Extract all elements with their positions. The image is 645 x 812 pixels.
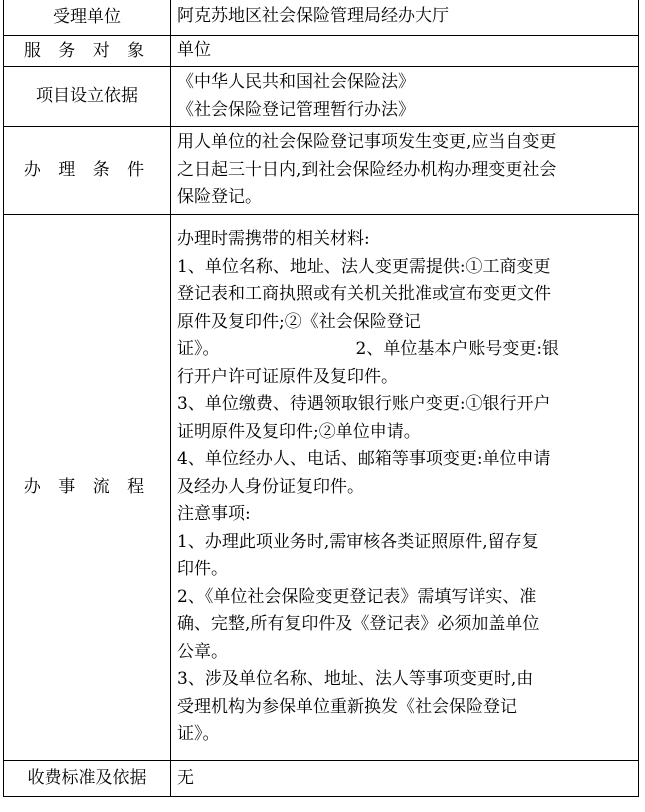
row-value [171, 36, 639, 67]
row-label: 受理单位 [4, 0, 171, 36]
table-row-conditions [4, 127, 639, 215]
value-line: 3、涉及单位名称、地址、法人等事项变更时,由 [177, 669, 534, 690]
row-value [171, 0, 639, 36]
value-line: 保险登记。 [177, 187, 262, 208]
row-value [171, 127, 639, 215]
value-line: 单位 [177, 40, 211, 61]
value-line: 印件。 [177, 559, 228, 580]
row-label [4, 127, 171, 215]
row-label-text: 办 事 流 程 [23, 477, 151, 497]
value-line: 确、完整,所有复印件及《登记表》必须加盖单位 [177, 614, 540, 635]
row-value [171, 67, 639, 127]
row-label: 项目设立依据 [4, 67, 171, 127]
row-value [171, 215, 639, 761]
value-line: 证》。 [177, 339, 220, 360]
table-row-accepting-unit [4, 0, 639, 36]
row-label-text: 服 务 对 象 [23, 40, 151, 61]
value-line: 1、单位名称、地址、法人变更需提供:①工商变更 [177, 256, 551, 277]
value-line: 原件及复印件;②《社会保险登记 [177, 311, 421, 332]
table-row-fee-basis [4, 761, 639, 797]
value-line: 公章。 [177, 641, 228, 662]
service-info-table [3, 0, 639, 797]
value-line: 2、《单位社会保险变更登记表》需填写详实、准 [177, 586, 537, 607]
value-line: 1、办理此项业务时,需审核各类证照原件,留存复 [177, 531, 539, 552]
value-line: 《中华人民共和国社会保险法》 [177, 72, 415, 92]
value-line: 3、单位缴费、待遇领取银行账户变更:①银行开户 [177, 394, 551, 415]
value-line: 《社会保险登记管理暂行办法》 [177, 99, 415, 120]
value-line: 4、单位经办人、电话、邮箱等事项变更:单位申请 [177, 449, 551, 470]
value-line: 及经办人身份证复印件。 [177, 476, 364, 497]
row-value [171, 761, 639, 797]
value-line: 注意事项: [177, 504, 251, 525]
row-label-text: 办 理 条 件 [23, 160, 151, 180]
value-line: 登记表和工商执照或有关机关批准或宣布变更文件 [177, 284, 551, 305]
row-label [4, 36, 171, 67]
value-line: 证》。 [177, 724, 220, 745]
value-line: 受理机构为参保单位重新换发《社会保险登记 [177, 696, 517, 717]
value-line: 阿克苏地区社会保险管理局经办大厅 [177, 6, 449, 27]
row-label [4, 215, 171, 761]
table-row-legal-basis [4, 67, 639, 127]
value-line: 证明原件及复印件;②单位申请。 [177, 421, 421, 442]
value-line: 2、单位基本户账号变更:银 [355, 339, 560, 360]
row-label: 收费标准及依据 [4, 761, 171, 797]
value-line: 用人单位的社会保险登记事项发生变更,应当自变更 [177, 132, 557, 153]
value-line: 行开户许可证原件及复印件。 [177, 366, 398, 387]
value-line-combined [177, 336, 634, 364]
value-line: 之日起三十日内,到社会保险经办机构办理变更社会 [177, 159, 557, 180]
value-line: 无 [177, 767, 194, 788]
table-row-service-target [4, 36, 639, 67]
value-line: 办理时需携带的相关材料: [177, 229, 370, 250]
table-row-procedure [4, 215, 639, 761]
